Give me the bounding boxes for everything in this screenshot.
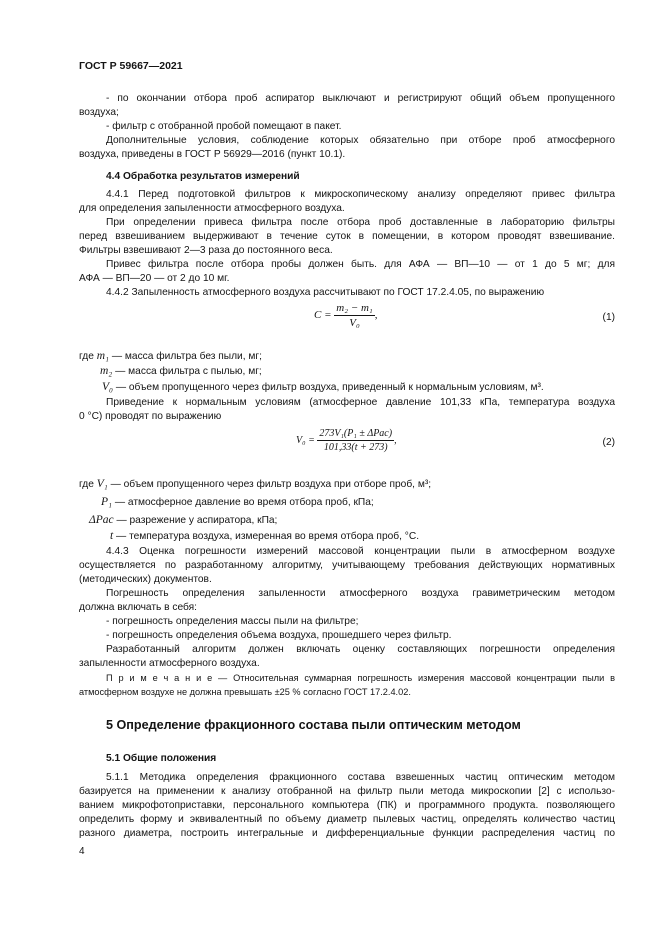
paragraph-line: АФА — ВП—20 — от 2 до 10 мг.	[79, 273, 230, 284]
paragraph-line: должна включать в себя:	[79, 602, 198, 613]
variable-symbol: m₂	[100, 365, 113, 377]
paragraph-line: Разработанный алгоритм должен включать оценку составляющих погрешности определения	[106, 644, 615, 655]
variable-description: — температура воздуха, измеренная во время отбора проб, °С.	[116, 531, 420, 542]
variable-symbol: t	[110, 530, 114, 542]
paragraph-line: (методических) документов.	[79, 574, 212, 585]
formula-fraction	[317, 428, 394, 453]
paragraph-line: запыленности атмосферного воздуха.	[79, 658, 260, 669]
where-line	[110, 529, 646, 544]
paragraph-line: воздуха;	[79, 107, 119, 118]
where-line	[100, 364, 636, 379]
formula-denominator: V₀	[349, 317, 360, 329]
where-line	[101, 495, 637, 510]
paragraph-line: осуществляется по разработанному алгоритму, учитывающему требования действующих нормативных	[79, 560, 615, 571]
subsection-heading: 4.4 Обработка результатов измерений	[106, 171, 300, 182]
paragraph-line: Привес фильтра после отбора пробы должен быть. для АФА — ВП—10 — от 1 до 5 мг; для	[106, 259, 615, 270]
paragraph-line: перед взвешиванием выдерживают в течение суток в помещении, в котором проводят взвешивание.	[79, 231, 615, 242]
variable-symbol: ΔPас	[89, 514, 114, 526]
paragraph-line: 5.1.1 Методика определения фракционного состава взвешенных частиц оптическим методом	[106, 772, 615, 783]
variable-description: — объем пропущенного через фильтр воздуха, приведенный к нормальным условиям, м³.	[115, 382, 544, 393]
document-header: ГОСТ Р 59667—2021	[79, 60, 183, 72]
where-line	[79, 349, 615, 364]
variable-description: — разрежение у аспиратора, кПа;	[116, 515, 278, 526]
note-line: П р и м е ч а н и е — Относительная суммарная погрешность измерения массовой концентрации пыли в	[106, 673, 615, 683]
paragraph-line: ванием микрофотоприставки, персонального компьютера (ПК) и программного продукта. позволяющего	[79, 800, 615, 811]
paragraph-line: для определения запыленности атмосферного воздуха.	[79, 203, 345, 214]
paragraph-line: определить форму и эквивалентный по объему диаметр пылевых частиц, определять количество частиц	[79, 814, 615, 825]
paragraph-line: Приведение к нормальным условиям (атмосферное давление 101,33 кПа, температура воздуха	[106, 397, 615, 408]
paragraph-line: Дополнительные условия, соблюдение которых обязательно при отборе проб атмосферного	[106, 135, 615, 146]
formula-lhs: C =	[314, 309, 332, 322]
formula-numerator: 273V₁(P₁ ± ΔPас)	[319, 428, 393, 439]
formula-1	[314, 302, 377, 329]
variable-symbol: V₀	[102, 381, 114, 393]
formula-numerator: m₂ − m₁	[336, 302, 373, 314]
note-line: атмосферном воздухе не должна превышать ±25 % согласно ГОСТ 17.2.4.02.	[79, 687, 411, 697]
page-number: 4	[79, 846, 85, 857]
variable-description: — масса фильтра без пыли, мг;	[111, 351, 262, 362]
paragraph-line: - фильтр с отобранной пробой помещают в пакет.	[106, 121, 342, 132]
formula-2	[296, 428, 397, 453]
formula-tail: ,	[394, 434, 397, 446]
paragraph-line: разного диаметра, построить интегральные и дифференциальные функции распределения частиц по	[79, 828, 615, 839]
paragraph-line: 4.4.2 Запыленность атмосферного воздуха рассчитывают по ГОСТ 17.2.4.05, по выражению	[106, 287, 545, 298]
variable-description: — масса фильтра с пылью, мг;	[115, 366, 262, 377]
paragraph-line: 4.4.3 Оценка погрешности измерений массовой концентрации пыли в атмосферном воздухе	[106, 546, 615, 557]
where-line	[89, 513, 625, 528]
equation-number: (1)	[602, 312, 615, 323]
formula-fraction	[334, 302, 374, 329]
paragraph-line: воздуха, приведены в ГОСТ Р 56929—2016 (пункт 10.1).	[79, 149, 346, 160]
formula-lhs: V₀ =	[296, 434, 315, 446]
formula-denominator: 101,33(t + 273)	[323, 442, 388, 453]
where-prefix: где	[79, 351, 94, 362]
paragraph-line: Погрешность определения запыленности атмосферного воздуха гравиметрическим методом	[106, 588, 615, 599]
variable-symbol: m₁	[96, 350, 110, 362]
where-line	[102, 380, 638, 395]
list-item: - погрешность определения объема воздуха, прошедшего через фильтр.	[106, 630, 452, 641]
paragraph-line: 0 °С) проводят по выражению	[79, 411, 222, 422]
paragraph-line: базируется на применении к анализу отобранной на фильтр пыли метода микроскопии [2] с использо-	[79, 786, 615, 797]
formula-tail: ,	[374, 309, 378, 322]
paragraph-line: 4.4.1 Перед подготовкой фильтров к микроскопическому анализу определяют привес фильтра	[106, 189, 615, 200]
list-item: - погрешность определения массы пыли на фильтре;	[106, 616, 359, 627]
variable-symbol: P₁	[101, 496, 113, 508]
paragraph-line: Фильтры взвешивают 2—3 раза до постоянного веса.	[79, 245, 333, 256]
variable-description: — объем пропущенного через фильтр воздуха при отборе проб, м³;	[110, 479, 432, 490]
paragraph-line: - по окончании отбора проб аспиратор выключают и регистрируют общий объем пропущенного	[106, 93, 615, 104]
subsection-heading: 5.1 Общие положения	[106, 753, 217, 764]
equation-number: (2)	[602, 437, 615, 448]
where-prefix: где	[79, 479, 94, 490]
paragraph-line: При определении привеса фильтра после отбора проб доставленные в лабораторию фильтры	[106, 217, 615, 228]
variable-symbol: V₁	[96, 478, 108, 490]
variable-description: — атмосферное давление во время отбора проб, кПа;	[114, 497, 374, 508]
where-line	[79, 477, 615, 492]
section-heading: 5 Определение фракционного состава пыли оптическим методом	[106, 718, 521, 732]
